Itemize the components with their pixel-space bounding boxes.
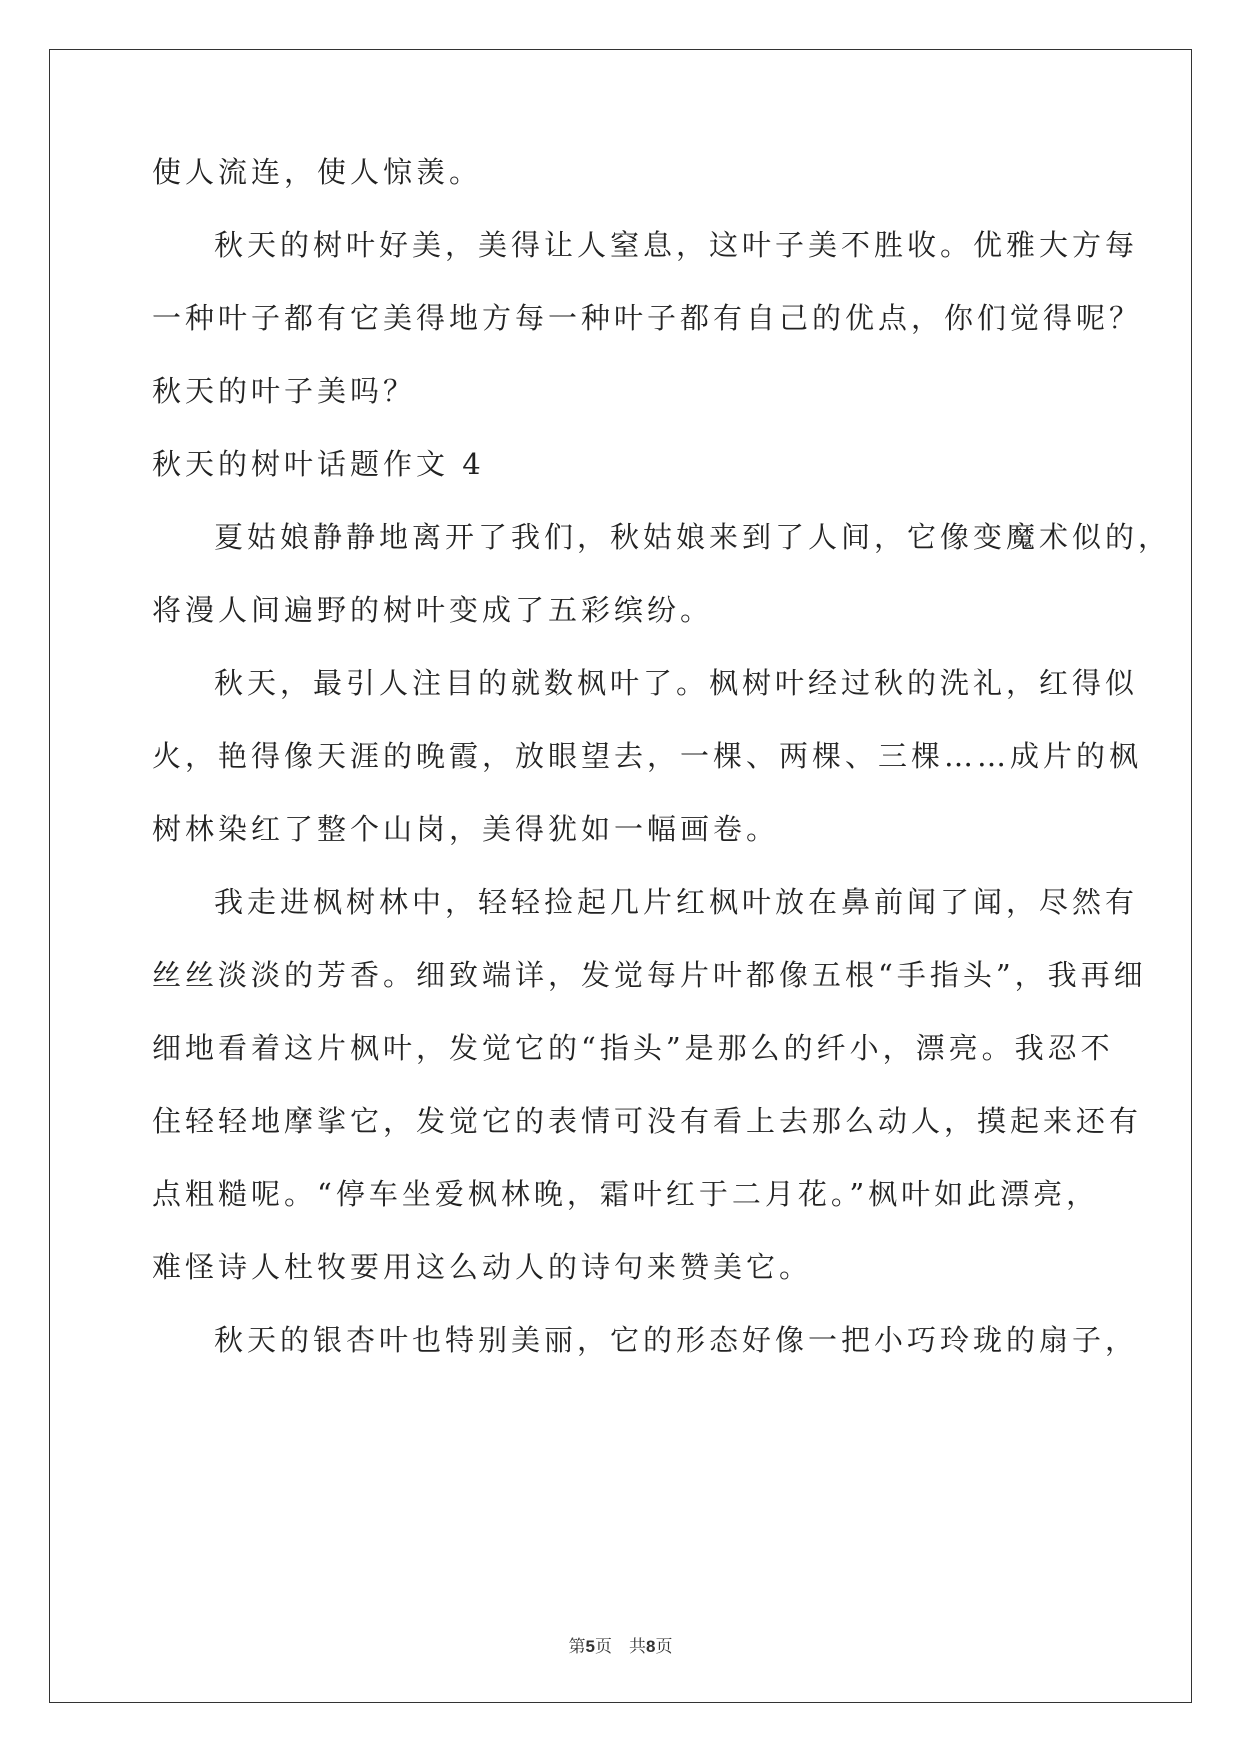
footer-middle: 页 共: [595, 1637, 646, 1657]
text-line: 将漫人间遍野的树叶变成了五彩缤纷。: [152, 593, 714, 627]
text-line: 秋天的银杏叶也特别美丽，它的形态好像一把小巧玲珑的扇子，: [214, 1323, 1139, 1357]
text-line: 火，艳得像天涯的晚霞，放眼望去，一棵、两棵、三棵……成片的枫: [152, 739, 1143, 773]
text-line: 使人流连，使人惊羡。: [152, 155, 483, 189]
text-line: 一种叶子都有它美得地方每一种叶子都有自己的优点，你们觉得呢？: [152, 301, 1143, 335]
text-line: 秋天的叶子美吗？: [152, 374, 417, 408]
text-line: 秋天，最引人注目的就数枫叶了。枫树叶经过秋的洗礼，红得似: [214, 666, 1139, 700]
text-line: 秋天的树叶好美，美得让人窒息，这叶子美不胜收。优雅大方每: [214, 228, 1139, 262]
text-line: 细地看着这片枫叶，发觉它的“指头”是那么的纤小，漂亮。我忍不: [152, 1031, 1114, 1065]
section-heading: 秋天的树叶话题作文 4: [152, 447, 485, 481]
text-line: 夏姑娘静静地离开了我们，秋姑娘来到了人间，它像变魔术似的，: [214, 520, 1172, 554]
text-line: 难怪诗人杜牧要用这么动人的诗句来赞美它。: [152, 1250, 813, 1284]
text-line: 住轻轻地摩挲它，发觉它的表情可没有看上去那么动人，摸起来还有: [152, 1104, 1143, 1138]
page-number: 5: [585, 1637, 595, 1656]
total-pages: 8: [646, 1637, 656, 1656]
text-line: 我走进枫树林中，轻轻捡起几片红枫叶放在鼻前闻了闻，尽然有: [214, 885, 1139, 919]
page-footer: [0, 1632, 1241, 1657]
text-line: 丝丝淡淡的芳香。细致端详，发觉每片叶都像五根“手指头”，我再细: [152, 958, 1147, 992]
text-line: 点粗糙呢。“停车坐爱枫林晚，霜叶红于二月花。”枫叶如此漂亮，: [152, 1177, 1100, 1211]
footer-suffix: 页: [655, 1637, 673, 1657]
footer-prefix: 第: [568, 1637, 586, 1657]
text-line: 树林染红了整个山岗，美得犹如一幅画卷。: [152, 812, 780, 846]
